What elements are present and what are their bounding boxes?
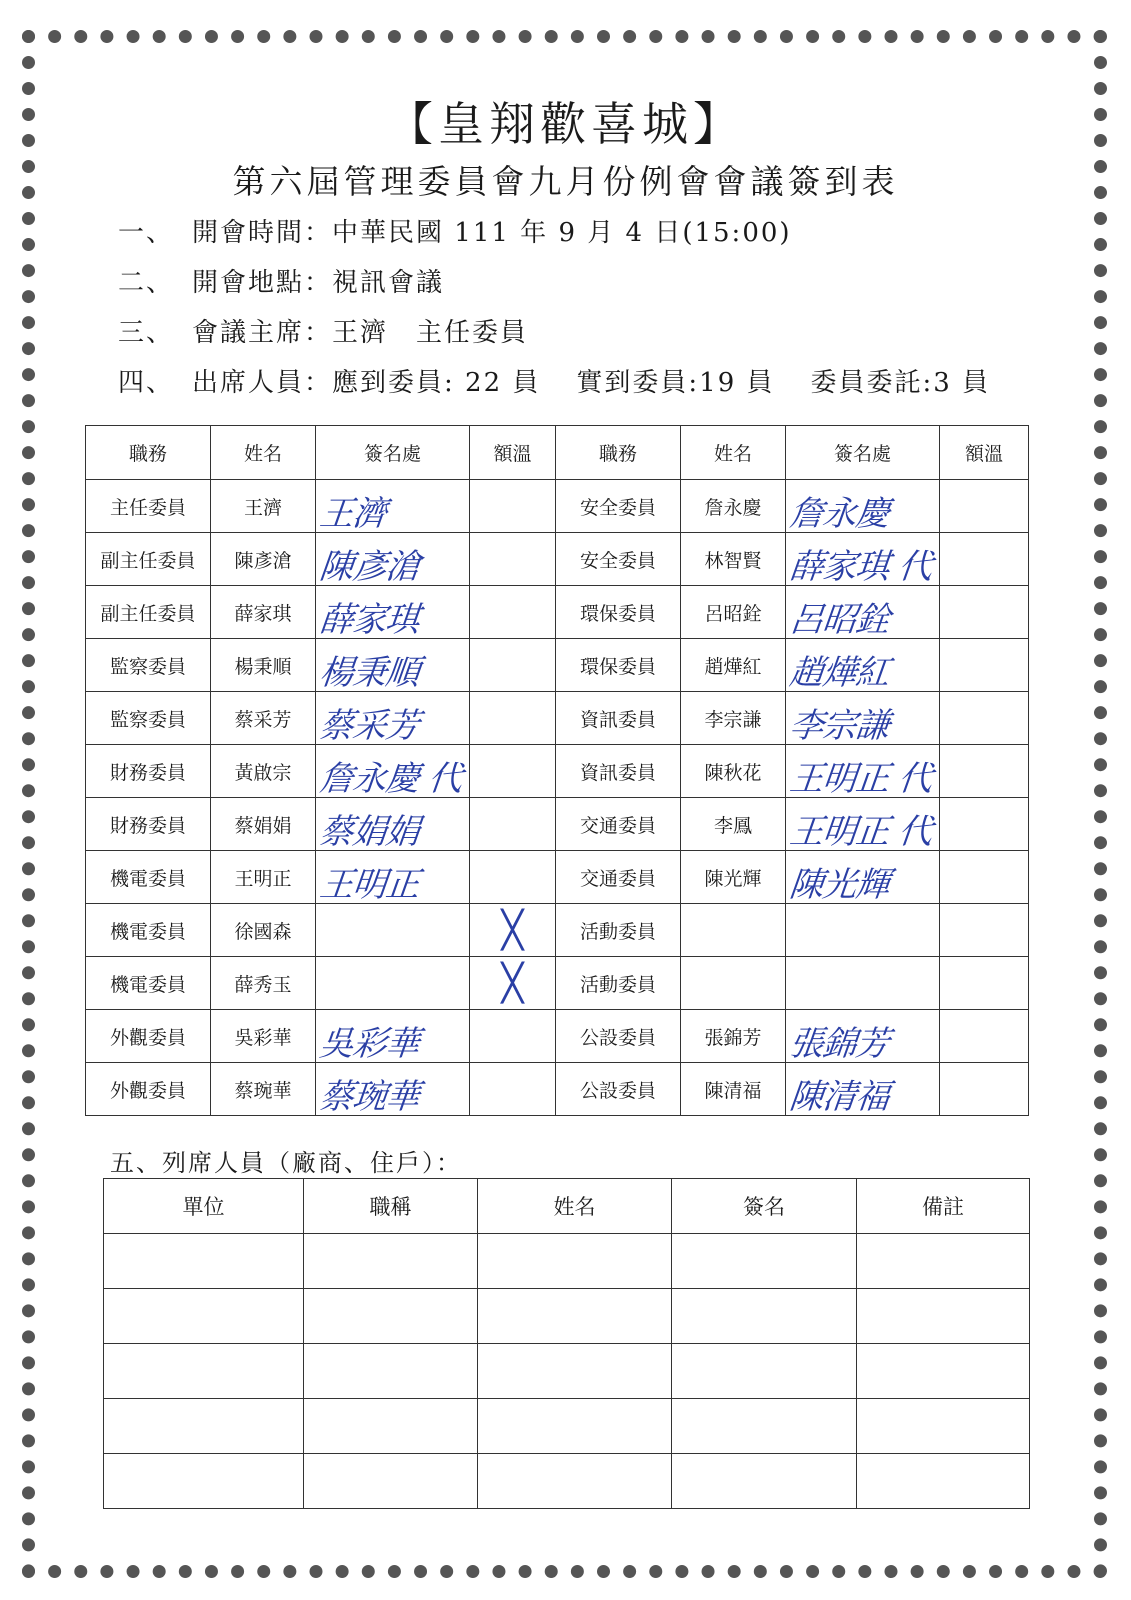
temperature-cell — [470, 851, 556, 904]
committee-signin-table — [85, 425, 1029, 1116]
handwritten-signature: 楊秉順 — [317, 653, 421, 693]
temperature-cell — [940, 1063, 1029, 1116]
name-cell: 黃啟宗 — [211, 745, 316, 798]
signature-cell — [786, 533, 940, 586]
temperature-cell — [940, 586, 1029, 639]
signature-cell — [316, 1010, 470, 1063]
handwritten-signature: 呂昭銓 — [787, 600, 891, 640]
item-label: 開會地點： — [192, 268, 333, 298]
name-cell: 詹永慶 — [681, 480, 786, 533]
name-cell: 林智賢 — [681, 533, 786, 586]
table-header-row — [104, 1179, 1030, 1234]
name-cell: 陳彥滄 — [211, 533, 316, 586]
handwritten-signature: 陳光輝 — [787, 865, 891, 905]
role-cell: 資訊委員 — [556, 745, 681, 798]
temperature-cell — [940, 1010, 1029, 1063]
role-cell: 副主任委員 — [86, 533, 211, 586]
header-temperature: 額溫 — [940, 426, 1029, 480]
role-cell: 環保委員 — [556, 639, 681, 692]
table-row — [86, 533, 1029, 586]
temperature-cell — [940, 533, 1029, 586]
temperature-cell — [470, 798, 556, 851]
name-cell: 吳彩華 — [211, 1010, 316, 1063]
header-signature: 簽名處 — [316, 426, 470, 480]
name-cell: 楊秉順 — [211, 639, 316, 692]
role-cell: 財務委員 — [86, 745, 211, 798]
empty-cell — [857, 1289, 1030, 1344]
handwritten-signature: 王明正 代 — [787, 812, 934, 852]
handwritten-signature: 吳彩華 — [317, 1024, 421, 1064]
empty-cell — [478, 1344, 672, 1399]
name-cell: 蔡采芳 — [211, 692, 316, 745]
table-row — [86, 1063, 1029, 1116]
temperature-cell — [940, 957, 1029, 1010]
handwritten-signature: 王明正 代 — [787, 759, 934, 799]
signature-cell — [786, 692, 940, 745]
role-cell: 主任委員 — [86, 480, 211, 533]
table-row — [86, 904, 1029, 957]
role-cell: 公設委員 — [556, 1010, 681, 1063]
role-cell: 外觀委員 — [86, 1063, 211, 1116]
handwritten-signature: 張錦芳 — [787, 1024, 891, 1064]
table-row — [104, 1289, 1030, 1344]
table-row — [86, 480, 1029, 533]
signature-cell — [316, 851, 470, 904]
table-row — [104, 1234, 1030, 1289]
name-cell: 李鳳 — [681, 798, 786, 851]
attendance-line — [118, 362, 990, 399]
temperature-cell — [470, 480, 556, 533]
temperature-cell — [940, 639, 1029, 692]
handwritten-signature: 詹永慶 — [787, 494, 891, 534]
empty-cell — [672, 1344, 857, 1399]
empty-cell — [672, 1289, 857, 1344]
signature-cell — [786, 1063, 940, 1116]
role-cell: 活動委員 — [556, 904, 681, 957]
handwritten-signature: 薛家琪 代 — [787, 547, 934, 587]
role-cell: 交通委員 — [556, 798, 681, 851]
signature-cell — [316, 798, 470, 851]
temperature-cell — [940, 851, 1029, 904]
header-name: 姓名 — [211, 426, 316, 480]
signature-cell — [316, 639, 470, 692]
table-header-row — [86, 426, 1029, 480]
signature-cell — [316, 480, 470, 533]
temperature-cell — [470, 586, 556, 639]
temperature-cell — [940, 798, 1029, 851]
empty-cell — [857, 1399, 1030, 1454]
table-row — [86, 745, 1029, 798]
temperature-cell — [470, 745, 556, 798]
empty-cell — [478, 1289, 672, 1344]
empty-cell — [304, 1399, 478, 1454]
role-cell: 機電委員 — [86, 957, 211, 1010]
handwritten-signature: 陳清福 — [787, 1077, 891, 1117]
name-cell: 薛家琪 — [211, 586, 316, 639]
handwritten-signature: 蔡娟娟 — [317, 812, 421, 852]
empty-cell — [304, 1344, 478, 1399]
guest-signin-table — [103, 1178, 1030, 1509]
empty-cell — [304, 1289, 478, 1344]
table-row — [86, 1010, 1029, 1063]
empty-cell — [104, 1234, 304, 1289]
document-title: 【皇翔歡喜城】 — [387, 97, 744, 151]
meeting-location-line — [118, 262, 444, 299]
signature-cell — [786, 745, 940, 798]
role-cell: 安全委員 — [556, 480, 681, 533]
signature-cell — [786, 1010, 940, 1063]
document-subtitle: 第六屆管理委員會九月份例會會議簽到表 — [232, 162, 899, 201]
header-unit: 單位 — [104, 1179, 304, 1234]
handwritten-signature: 蔡琬華 — [317, 1077, 421, 1117]
header-name: 姓名 — [478, 1179, 672, 1234]
empty-cell — [104, 1289, 304, 1344]
temperature-cell — [470, 533, 556, 586]
header-temperature: 額溫 — [470, 426, 556, 480]
role-cell: 監察委員 — [86, 639, 211, 692]
name-cell: 徐國森 — [211, 904, 316, 957]
name-cell: 陳秋花 — [681, 745, 786, 798]
temperature-cell — [940, 745, 1029, 798]
empty-cell — [672, 1454, 857, 1509]
empty-cell — [478, 1399, 672, 1454]
temperature-cell — [470, 692, 556, 745]
handwritten-signature: 王明正 — [317, 865, 421, 905]
name-cell: 蔡琬華 — [211, 1063, 316, 1116]
signature-cell — [786, 904, 940, 957]
handwritten-signature: 蔡采芳 — [317, 706, 421, 746]
table-row — [104, 1344, 1030, 1399]
header-name: 姓名 — [681, 426, 786, 480]
header-signature: 簽名處 — [786, 426, 940, 480]
temperature-cell — [470, 639, 556, 692]
table-row — [86, 957, 1029, 1010]
empty-cell — [857, 1234, 1030, 1289]
meeting-time-value: 中華民國 111 年 9 月 4 日(15:00) — [332, 218, 792, 248]
table-row — [86, 692, 1029, 745]
empty-cell — [857, 1454, 1030, 1509]
item-number: 二、 — [118, 268, 175, 298]
name-cell: 蔡娟娟 — [211, 798, 316, 851]
header-role: 職務 — [86, 426, 211, 480]
table-row — [104, 1399, 1030, 1454]
item-label: 會議主席： — [192, 318, 333, 348]
name-cell: 陳光輝 — [681, 851, 786, 904]
role-cell: 資訊委員 — [556, 692, 681, 745]
signature-cell — [316, 586, 470, 639]
signature-cell — [316, 533, 470, 586]
name-cell: 張錦芳 — [681, 1010, 786, 1063]
item-number: 一、 — [118, 218, 175, 248]
name-cell: 王濟 — [211, 480, 316, 533]
temperature-cell — [470, 1063, 556, 1116]
name-cell: 李宗謙 — [681, 692, 786, 745]
role-cell: 副主任委員 — [86, 586, 211, 639]
signature-cell — [786, 480, 940, 533]
role-cell: 外觀委員 — [86, 1010, 211, 1063]
empty-cell — [478, 1454, 672, 1509]
meeting-time-line — [118, 212, 792, 249]
empty-cell — [672, 1234, 857, 1289]
expected-count: 應到委員: 22 員 — [332, 368, 541, 398]
actual-count: 實到委員:19 員 — [576, 368, 775, 398]
name-cell — [681, 904, 786, 957]
table-row — [86, 639, 1029, 692]
table-row — [86, 798, 1029, 851]
role-cell: 機電委員 — [86, 851, 211, 904]
signature-cell — [316, 904, 470, 957]
empty-cell — [104, 1399, 304, 1454]
meeting-chair-line — [118, 312, 528, 349]
item-number: 三、 — [118, 318, 175, 348]
header-remarks: 備註 — [857, 1179, 1030, 1234]
role-cell: 機電委員 — [86, 904, 211, 957]
absent-mark: ╳ — [501, 909, 524, 951]
item-label: 出席人員： — [192, 368, 333, 398]
name-cell: 呂昭銓 — [681, 586, 786, 639]
temperature-cell — [940, 692, 1029, 745]
item-number: 四、 — [118, 368, 175, 398]
handwritten-signature: 王濟 — [317, 494, 388, 534]
header-title: 職稱 — [304, 1179, 478, 1234]
meeting-location-value: 視訊會議 — [332, 268, 445, 298]
header-signature: 簽名 — [672, 1179, 857, 1234]
empty-cell — [672, 1399, 857, 1454]
role-cell: 交通委員 — [556, 851, 681, 904]
section-5-heading: 五、列席人員（廠商、住戶）： — [110, 1149, 462, 1177]
signature-cell — [316, 745, 470, 798]
handwritten-signature: 趙燁紅 — [787, 653, 891, 693]
role-cell: 安全委員 — [556, 533, 681, 586]
empty-cell — [857, 1344, 1030, 1399]
empty-cell — [478, 1234, 672, 1289]
role-cell: 活動委員 — [556, 957, 681, 1010]
signature-cell — [786, 586, 940, 639]
proxy-count: 委員委託:3 員 — [810, 368, 991, 398]
temperature-cell — [470, 1010, 556, 1063]
temperature-cell — [470, 904, 556, 957]
signature-cell — [316, 692, 470, 745]
name-cell: 王明正 — [211, 851, 316, 904]
handwritten-signature: 薛家琪 — [317, 600, 421, 640]
item-label: 開會時間： — [192, 218, 333, 248]
absent-mark: ╳ — [501, 962, 524, 1004]
header-role: 職務 — [556, 426, 681, 480]
meeting-chair-value: 王濟 主任委員 — [332, 318, 529, 348]
name-cell: 薛秀玉 — [211, 957, 316, 1010]
handwritten-signature: 詹永慶 代 — [317, 759, 464, 799]
empty-cell — [104, 1344, 304, 1399]
signature-cell — [786, 957, 940, 1010]
role-cell: 公設委員 — [556, 1063, 681, 1116]
signature-cell — [786, 851, 940, 904]
name-cell: 陳清福 — [681, 1063, 786, 1116]
name-cell: 趙燁紅 — [681, 639, 786, 692]
temperature-cell — [470, 957, 556, 1010]
role-cell: 財務委員 — [86, 798, 211, 851]
table-row — [104, 1454, 1030, 1509]
temperature-cell — [940, 904, 1029, 957]
signature-cell — [316, 1063, 470, 1116]
signature-cell — [786, 639, 940, 692]
temperature-cell — [940, 480, 1029, 533]
role-cell: 監察委員 — [86, 692, 211, 745]
handwritten-signature: 陳彥滄 — [317, 547, 421, 587]
empty-cell — [304, 1234, 478, 1289]
table-row — [86, 586, 1029, 639]
name-cell — [681, 957, 786, 1010]
signature-cell — [316, 957, 470, 1010]
handwritten-signature: 李宗謙 — [787, 706, 891, 746]
empty-cell — [104, 1454, 304, 1509]
role-cell: 環保委員 — [556, 586, 681, 639]
signature-cell — [786, 798, 940, 851]
table-row — [86, 851, 1029, 904]
empty-cell — [304, 1454, 478, 1509]
